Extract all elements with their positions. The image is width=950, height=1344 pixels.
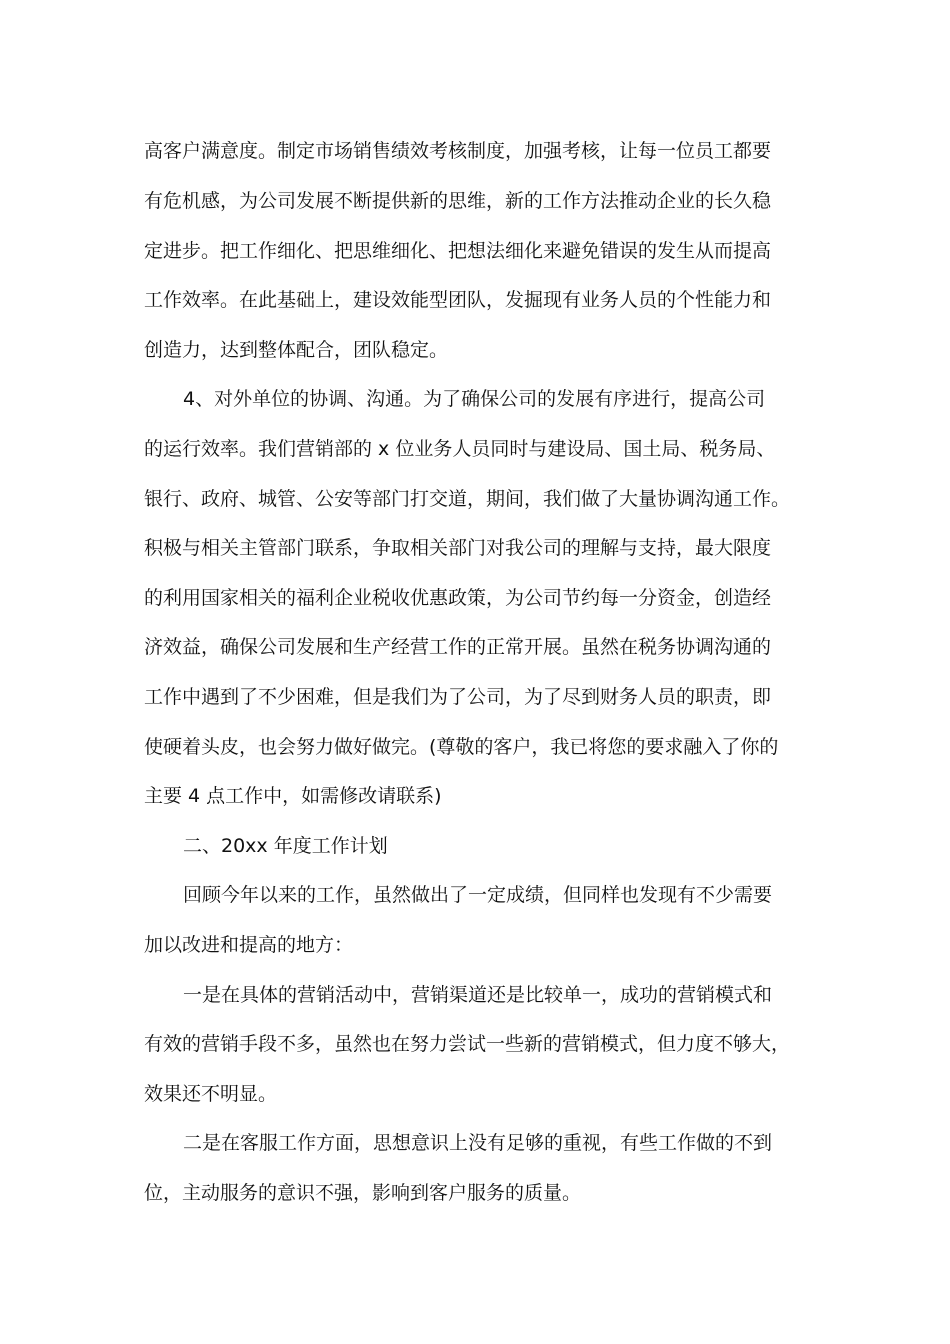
text-line: 积极与相关主管部门联系，争取相关部门对我公司的理解与支持，最大限度 <box>144 537 772 559</box>
text-line: 工作中遇到了不少困难，但是我们为了公司，为了尽到财务人员的职责，即 <box>144 686 772 708</box>
text-line: 位，主动服务的意识不强，影响到客户服务的质量。 <box>144 1182 582 1204</box>
text-line: 有效的营销手段不多，虽然也在努力尝试一些新的营销模式，但力度不够大， <box>144 1033 791 1055</box>
paragraph-start-line: 二是在客服工作方面，思想意识上没有足够的重视，有些工作做的不到 <box>183 1132 773 1154</box>
text-line: 银行、政府、城管、公安等部门打交道，期间，我们做了大量协调沟通工作。 <box>144 488 791 510</box>
paragraph-start-line: 一是在具体的营销活动中，营销渠道还是比较单一，成功的营销模式和 <box>183 984 773 1006</box>
section-heading: 二、20xx 年度工作计划 <box>183 835 388 857</box>
text-line: 的利用国家相关的福利企业税收优惠政策，为公司节约每一分资金，创造经 <box>144 587 772 609</box>
text-line: 效果还不明显。 <box>144 1083 278 1105</box>
paragraph-start-line: 4、对外单位的协调、沟通。为了确保公司的发展有序进行，提高公司 <box>183 388 766 410</box>
text-line: 加以改进和提高的地方： <box>144 934 354 956</box>
text-line: 使硬着头皮，也会努力做好做完。(尊敬的客户，我已将您的要求融入了你的 <box>144 736 779 758</box>
text-line: 高客户满意度。制定市场销售绩效考核制度，加强考核，让每一位员工都要 <box>144 140 772 162</box>
text-line: 主要 4 点工作中，如需修改请联系) <box>144 785 442 807</box>
text-line: 工作效率。在此基础上，建设效能型团队，发掘现有业务人员的个性能力和 <box>144 289 772 311</box>
text-line: 的运行效率。我们营销部的 x 位业务人员同时与建设局、国土局、税务局、 <box>144 438 776 460</box>
text-line: 创造力，达到整体配合，团队稳定。 <box>144 339 449 361</box>
text-line: 济效益，确保公司发展和生产经营工作的正常开展。虽然在税务协调沟通的 <box>144 636 772 658</box>
paragraph-start-line: 回顾今年以来的工作，虽然做出了一定成绩，但同样也发现有不少需要 <box>183 884 773 906</box>
text-line: 有危机感，为公司发展不断提供新的思维，新的工作方法推动企业的长久稳 <box>144 190 772 212</box>
text-line: 定进步。把工作细化、把思维细化、把想法细化来避免错误的发生从而提高 <box>144 240 772 262</box>
